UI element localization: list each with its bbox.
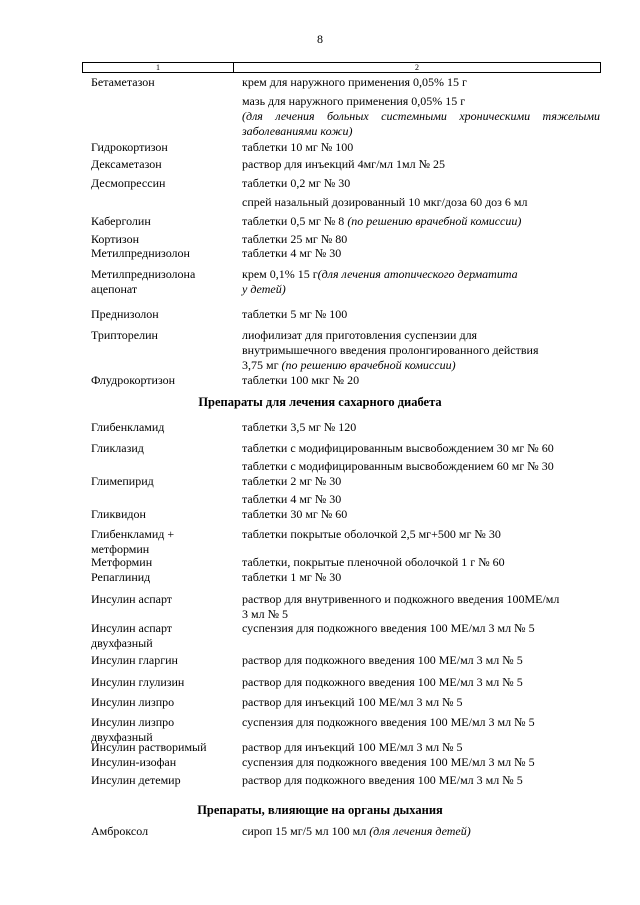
drug-name-line: Гидрокортизон [91,140,168,154]
drug-name-line: Флудрокортизон [91,373,176,387]
dosage-text: крем 0,1% 15 г [242,267,318,281]
dosage-form [242,474,600,489]
drug-name [91,373,231,388]
dosage-text: таблетки 0,5 мг № 8 [242,214,348,228]
drug-name [91,307,231,322]
dosage-text: таблетки 25 мг № 80 [242,232,348,246]
drug-name-line: Амброксол [91,824,149,838]
dosage-text: раствор для инъекций 100 МЕ/мл 3 мл № 5 [242,695,463,709]
drug-name [91,214,231,229]
dosage-form [242,555,600,570]
dosage-form [242,592,600,622]
drug-name [91,474,231,489]
dosage-form [242,527,600,542]
drug-name-line: Каберголин [91,214,151,228]
drug-name [91,176,231,191]
drug-name-line: Инсулин лизпро [91,715,175,729]
page-number: 8 [317,32,323,46]
dosage-note: (для лечения больных системными хроническими тяжелыми заболеваниями кожи) [242,109,600,138]
dosage-text: раствор для подкожного введения 100 МЕ/мл 3 мл № 5 [242,675,523,689]
drug-name-line: Инсулин детемир [91,773,181,787]
drug-name-line: Преднизолон [91,307,159,321]
dosage-form [242,328,600,373]
dosage-text: таблетки 30 мг № 60 [242,507,348,521]
drug-name-line: Инсулин лизпро [91,695,175,709]
drug-name-line: Метилпреднизолона [91,267,196,281]
table-header [82,62,601,73]
drug-name [91,755,231,770]
dosage-text: таблетки 0,2 мг № 30 [242,176,351,190]
dosage-text: суспензия для подкожного введения 100 МЕ/мл 3 мл № 5 [242,755,535,769]
dosage-text: суспензия для подкожного введения 100 МЕ/мл 3 мл № 5 [242,621,535,635]
dosage-form [242,246,600,261]
dosage-form [242,653,600,668]
drug-name-line: Инсулин-изофан [91,755,177,769]
dosage-form [242,570,600,585]
drug-name [91,507,231,522]
drug-name-line: Инсулин глулизин [91,675,185,689]
drug-name [91,675,231,690]
dosage-form [242,459,600,474]
dosage-text: раствор для инъекций 4мг/мл 1мл № 25 [242,157,446,171]
drug-name-line: Инсулин аспарт [91,592,173,606]
drug-name [91,695,231,710]
dosage-text: таблетки 5 мг № 100 [242,307,348,321]
drug-name-line: Трипторелин [91,328,158,342]
drug-name-line: двухфазный [91,730,153,744]
dosage-form [242,755,600,770]
dosage-text: раствор для инъекций 100 МЕ/мл 3 мл № 5 [242,740,463,754]
dosage-text: сироп 15 мг/5 мл 100 мл [242,824,370,838]
drug-name [91,232,231,247]
dosage-form [242,214,600,229]
drug-name-line: Гликлазид [91,441,144,455]
dosage-form [242,675,600,690]
dosage-note: у детей) [242,282,286,296]
drug-name-line: Бетаметазон [91,75,155,89]
drug-name [91,140,231,155]
drug-name [91,246,231,261]
drug-name-line: метформин [91,542,150,556]
dosage-text: 3,75 мг [242,358,282,372]
drug-name [91,420,231,435]
dosage-text: таблетки 4 мг № 30 [242,492,342,506]
dosage-form [242,773,600,788]
dosage-text: таблетки 3,5 мг № 120 [242,420,357,434]
drug-name-line: Гликвидон [91,507,146,521]
dosage-text: таблетки 1 мг № 30 [242,570,342,584]
drug-name-line: Инсулин растворимый [91,740,207,754]
dosage-form [242,740,600,755]
dosage-note: (по решению врачебной комиссии) [281,358,456,372]
dosage-form [242,824,600,839]
dosage-form [242,232,600,247]
drug-name [91,75,231,90]
dosage-text: суспензия для подкожного введения 100 МЕ/мл 3 мл № 5 [242,715,535,729]
section-heading: Препараты, влияющие на органы дыхания [197,803,443,817]
dosage-text: таблетки, покрытые пленочной оболочкой 1 г № 60 [242,555,505,569]
drug-name [91,824,231,839]
dosage-text: таблетки 100 мкг № 20 [242,373,360,387]
dosage-text: 3 мл № 5 [242,607,289,621]
dosage-form [242,94,600,139]
dosage-form [242,176,600,191]
dosage-form [242,492,600,507]
dosage-text: таблетки 2 мг № 30 [242,474,342,488]
dosage-form [242,507,600,522]
dosage-text: таблетки с модифицированным высвобождением 30 мг № 60 [242,441,554,455]
dosage-form [242,140,600,155]
dosage-note: (по решению врачебной комиссии) [347,214,522,228]
dosage-text: раствор для подкожного введения 100 МЕ/мл 3 мл № 5 [242,773,523,787]
drug-name [91,621,231,651]
drug-name [91,773,231,788]
drug-name [91,527,231,557]
dosage-form [242,75,600,90]
dosage-form [242,621,600,636]
dosage-form [242,195,600,210]
drug-name-line: Инсулин гларгин [91,653,178,667]
dosage-text: внутримышечного введения пролонгированного действия [242,343,539,357]
drug-name-line: Инсулин аспарт [91,621,173,635]
drug-name [91,555,231,570]
dosage-text: таблетки 4 мг № 30 [242,246,342,260]
drug-name [91,570,231,585]
dosage-text: крем для наружного применения 0,05% 15 г [242,75,467,89]
dosage-text: таблетки 10 мг № 100 [242,140,354,154]
dosage-form [242,157,600,172]
dosage-text: раствор для внутривенного и подкожного введения 100МЕ/мл [242,592,560,606]
drug-name-line: Десмопрессин [91,176,166,190]
drug-name-line: Глибенкламид [91,420,165,434]
dosage-form [242,373,600,388]
drug-name [91,592,231,607]
drug-name-line: Метилпреднизолон [91,246,190,260]
dosage-form [242,715,600,730]
drug-name [91,328,231,343]
drug-name-line: Дексаметазон [91,157,162,171]
drug-name [91,157,231,172]
header-col-1: 1 [83,63,234,72]
dosage-text: лиофилизат для приготовления суспензии для [242,328,478,342]
dosage-form [242,420,600,435]
drug-name [91,441,231,456]
dosage-text: спрей назальный дозированный 10 мкг/доза 60 доз 6 мл [242,195,528,209]
dosage-form [242,267,600,297]
dosage-text: таблетки покрытые оболочкой 2,5 мг+500 мг № 30 [242,527,501,541]
dosage-form [242,695,600,710]
drug-name [91,267,231,297]
dosage-text: таблетки с модифицированным высвобождением 60 мг № 30 [242,459,554,473]
drug-name-line: Кортизон [91,232,140,246]
drug-name-line: Глибенкламид + [91,527,175,541]
dosage-form [242,441,600,456]
drug-name-line: Метформин [91,555,153,569]
header-col-2: 2 [415,63,419,72]
drug-name-line: двухфазный [91,636,153,650]
drug-name-line: Глимепирид [91,474,154,488]
drug-name [91,740,231,755]
section-heading: Препараты для лечения сахарного диабета [198,395,442,409]
dosage-note: (для лечения атопического дерматита [317,267,518,281]
drug-name [91,653,231,668]
drug-name-line: Репаглинид [91,570,151,584]
dosage-note: (для лечения детей) [369,824,471,838]
dosage-text: мазь для наружного применения 0,05% 15 г [242,94,466,108]
drug-name-line: ацепонат [91,282,138,296]
dosage-text: раствор для подкожного введения 100 МЕ/мл 3 мл № 5 [242,653,523,667]
dosage-form [242,307,600,322]
